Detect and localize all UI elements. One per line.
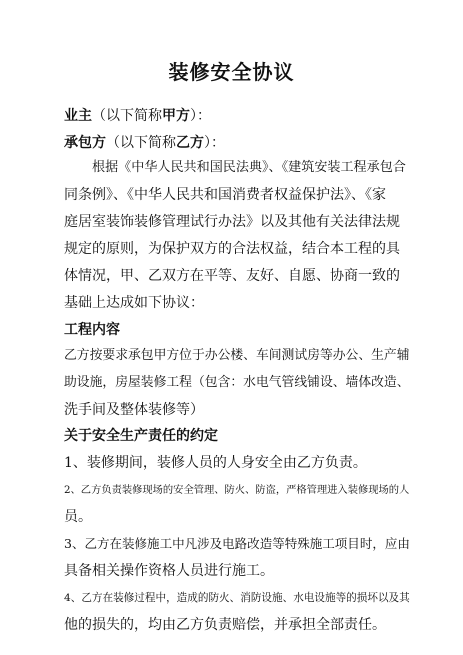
preamble-line: 庭居室装饰装修管理试行办法》以及其他有关法律法规: [64, 214, 400, 230]
preamble-line: 规定的原则，为保护双方的合法权益，结合本工程的具: [64, 241, 400, 257]
project-content-line: 洗手间及整体装修等）: [64, 402, 204, 418]
owner-line: [64, 106, 404, 126]
contractor-label: 承包方: [64, 135, 106, 151]
contractor-paren-close: ）：: [204, 135, 225, 151]
safety-item-3-cont: 具备相关操作资格人员进行施工。: [64, 563, 274, 579]
section-heading-safety: 关于安全生产责任的约定: [64, 428, 218, 444]
owner-short-name: 甲方: [162, 108, 190, 124]
contractor-line: [64, 133, 404, 153]
preamble-line: 同条例》、《中华人民共和国消费者权益保护法》、《家: [64, 187, 386, 203]
preamble-line: 基础上达成如下协议：: [64, 295, 204, 311]
document-title: 装修安全协议: [168, 60, 295, 84]
contractor-short-name: 乙方: [176, 135, 204, 151]
safety-item-2: 2、乙方负责装修现场的安全管理、防火、防盗，严格管理进入装修现场的人: [64, 484, 410, 496]
safety-item-1: 1、装修期间，装修人员的人身安全由乙方负责。: [64, 455, 367, 471]
safety-item-4: 4、乙方在装修过程中，造成的防火、消防设施、水电设施等的损坏以及其: [64, 592, 410, 604]
preamble-line: 根据《中华人民共和国民法典》、《建筑安装工程承包合: [92, 160, 406, 175]
safety-item-2-cont: 员。: [64, 509, 92, 525]
owner-paren-close: ）：: [190, 108, 211, 124]
project-content-line: 助设施，房屋装修工程（包含：水电气管线铺设、墙体改造、: [64, 375, 410, 390]
contractor-paren-open: （以下简称: [106, 135, 176, 151]
preamble-line: 体情况，甲、乙双方在平等、友好、自愿、协商一致的: [64, 268, 400, 284]
owner-label: 业主: [64, 108, 92, 124]
section-heading-project-content: 工程内容: [64, 322, 120, 338]
safety-item-4-cont: 他的损失的，均由乙方负责赔偿，并承担全部责任。: [64, 617, 386, 633]
owner-paren-open: （以下简称: [92, 108, 162, 124]
project-content-line: 乙方按要求承包甲方位于办公楼、车间测试房等办公、生产辅: [64, 348, 410, 363]
safety-item-3: 3、乙方在装修施工中凡涉及电路改造等特殊施工项目时，应由: [64, 536, 410, 551]
